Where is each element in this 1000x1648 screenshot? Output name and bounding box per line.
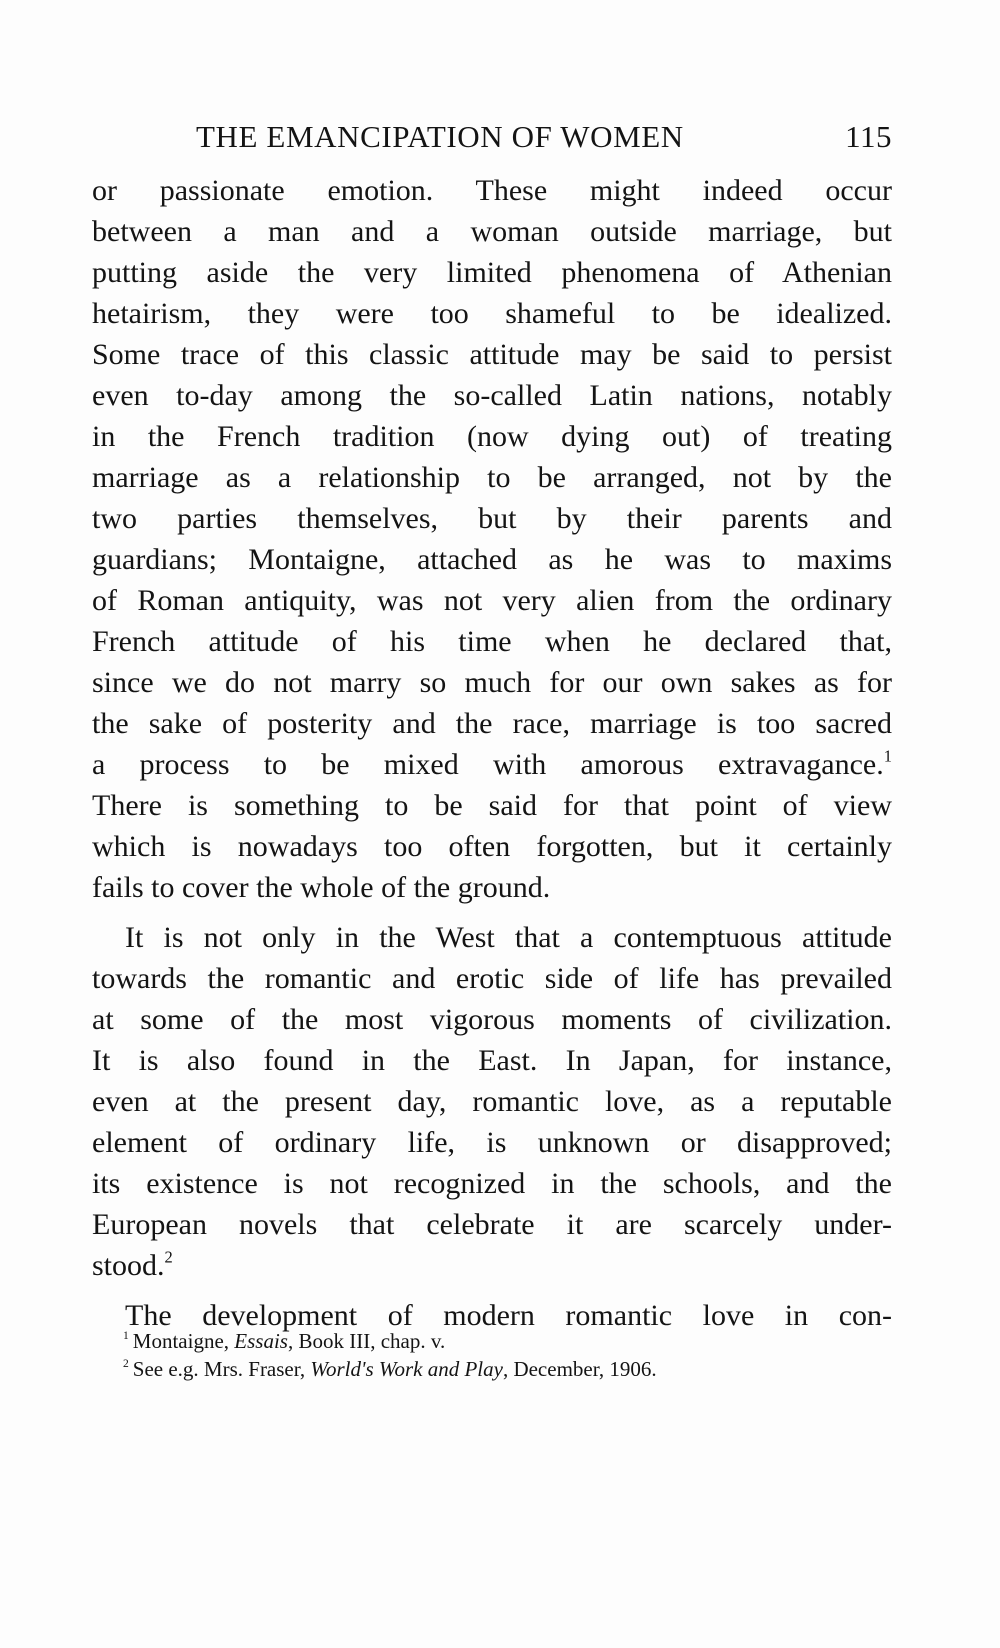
text-line: European novels that celebrate it are scarcely under- — [92, 1208, 892, 1241]
text-line: two parties themselves, but by their parents and — [92, 502, 892, 535]
text-line: element of ordinary life, is unknown or disapproved; — [92, 1126, 892, 1159]
page-number: 115 — [845, 119, 892, 154]
text-line: the sake of posterity and the race, marriage is too sacred — [92, 707, 892, 740]
text-line: or passionate emotion. These might indeed occur — [92, 174, 892, 207]
text-line: putting aside the very limited phenomena of Athenian — [92, 256, 892, 289]
footnotes — [123, 1328, 903, 1384]
text-line: It is also found in the East. In Japan, for instance, — [92, 1044, 892, 1077]
text-line: since we do not marry so much for our own sakes as for — [92, 666, 892, 699]
text-line: Some trace of this classic attitude may be said to persist — [92, 338, 892, 371]
line-text: a process to be mixed with amorous extravagance. — [92, 748, 884, 781]
text-line: in the French tradition (now dying out) of treating — [92, 420, 892, 453]
text-line: even to-day among the so-called Latin nations, notably — [92, 379, 892, 412]
line-text: stood. — [92, 1249, 165, 1282]
text-line: hetairism, they were too shameful to be idealized. — [92, 297, 892, 330]
footnote-text: , December, 1906. — [502, 1357, 657, 1381]
body-text — [92, 170, 892, 1336]
text-line-with-footnote — [92, 744, 892, 785]
footnote-text: , Book III, chap. v. — [287, 1329, 446, 1353]
footnote-marker: 1 — [123, 1330, 129, 1343]
text-line: French attitude of his time when he declared that, — [92, 625, 892, 658]
footnote-italic-title: Essais — [234, 1329, 288, 1353]
text-line: guardians; Montaigne, attached as he was to maxims — [92, 543, 892, 576]
page-header — [92, 111, 892, 159]
text-line: between a man and a woman outside marriage, but — [92, 215, 892, 248]
text-line: even at the present day, romantic love, as a reputable — [92, 1085, 892, 1118]
footnote-1 — [123, 1328, 903, 1356]
text-line: It is not only in the West that a contemptuous attitude — [125, 921, 892, 954]
text-line: towards the romantic and erotic side of life has prevailed — [92, 962, 892, 995]
footnote-text: Montaigne, — [132, 1329, 235, 1353]
text-line: which is nowadays too often forgotten, but it certainly — [92, 830, 892, 863]
paragraph-1 — [92, 170, 892, 908]
footnote-reference-2: 2 — [164, 1247, 173, 1267]
footnote-marker: 2 — [123, 1358, 129, 1371]
text-line: marriage as a relationship to be arranged, not by the — [92, 461, 892, 494]
footnote-2 — [123, 1356, 903, 1384]
footnote-text: See e.g. Mrs. Fraser, — [132, 1357, 311, 1381]
footnote-italic-title: World's Work and Play — [310, 1357, 503, 1381]
text-line: There is something to be said for that point of view — [92, 789, 892, 822]
text-line: fails to cover the whole of the ground. — [92, 871, 551, 904]
text-line-with-footnote — [92, 1245, 892, 1286]
running-title: THE EMANCIPATION OF WOMEN — [196, 119, 684, 154]
text-line: at some of the most vigorous moments of civilization. — [92, 1003, 892, 1036]
text-line: The development of modern romantic love in con- — [125, 1299, 892, 1332]
text-line: its existence is not recognized in the schools, and the — [92, 1167, 892, 1200]
text-line: of Roman antiquity, was not very alien from the ordinary — [92, 584, 892, 617]
footnote-reference-1: 1 — [883, 746, 892, 766]
paragraph-2 — [92, 917, 892, 1286]
